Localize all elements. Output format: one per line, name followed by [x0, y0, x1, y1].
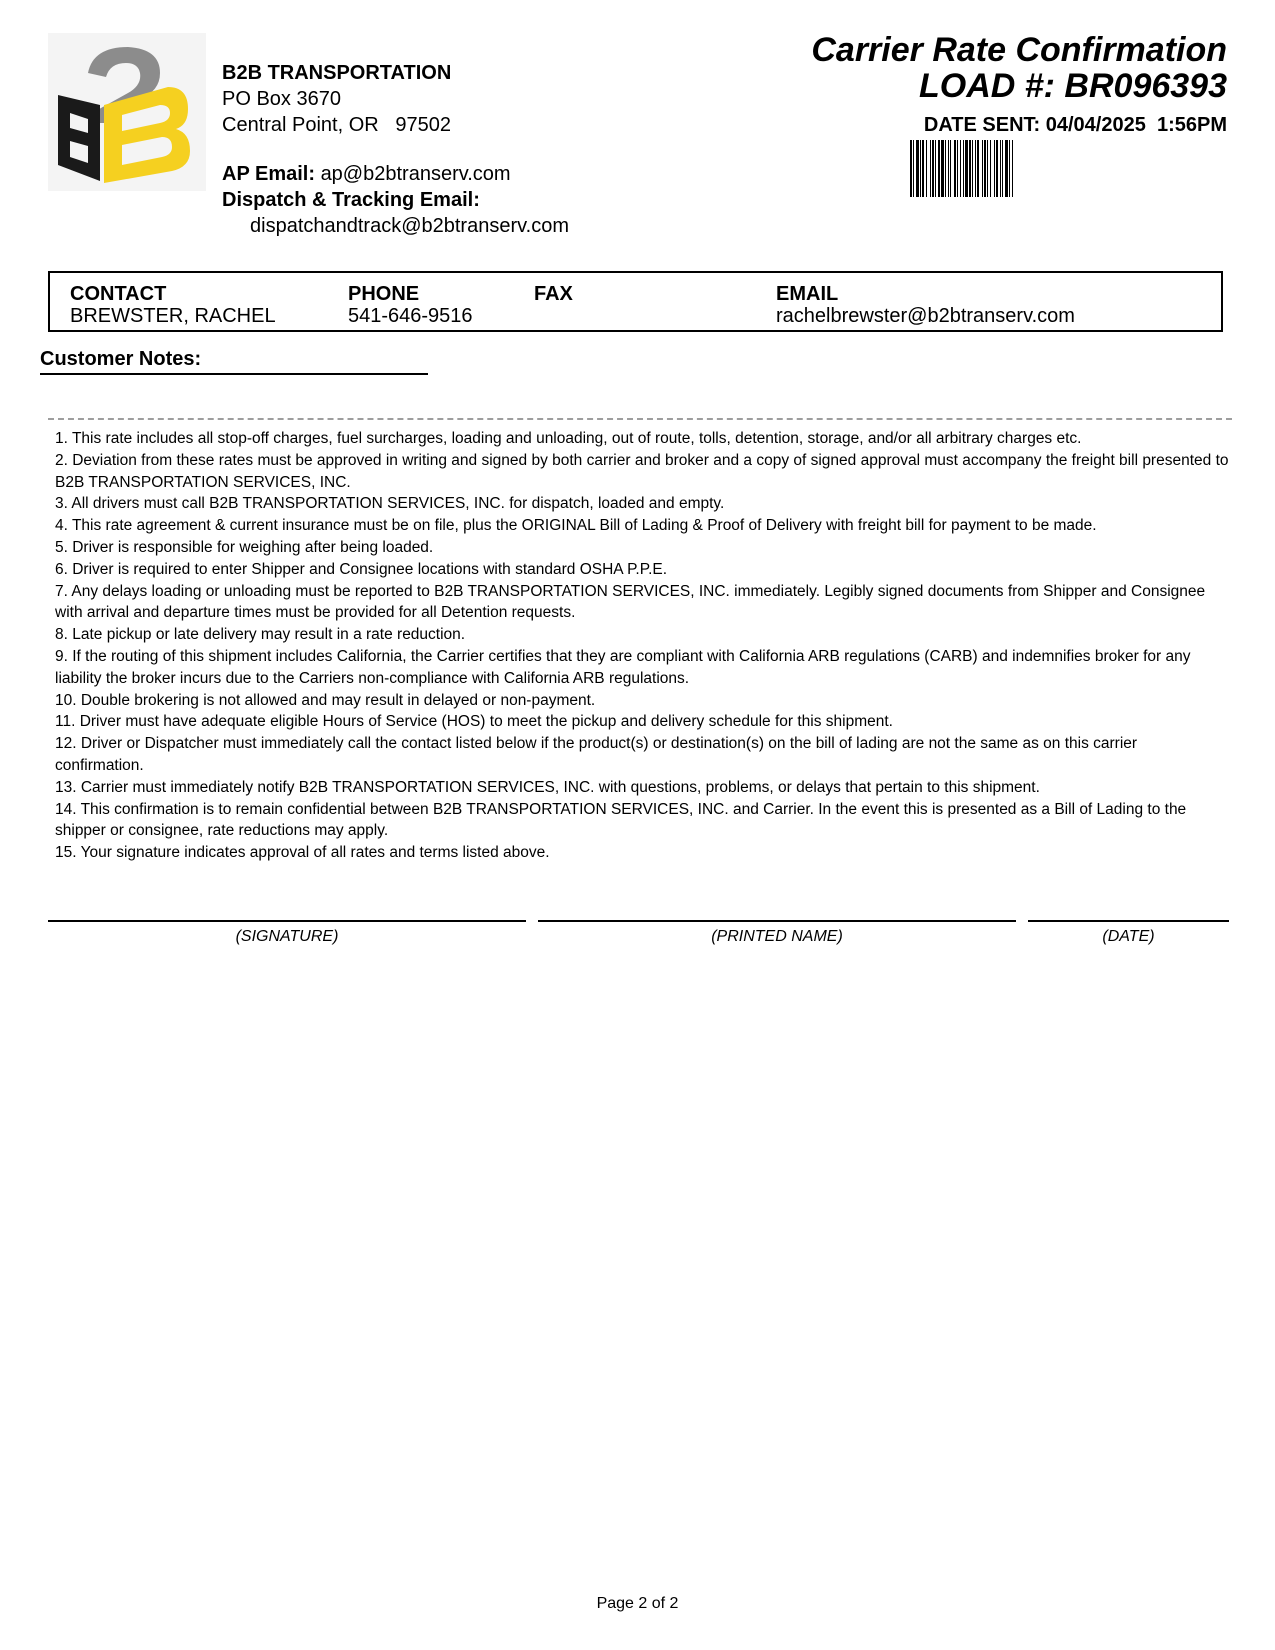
term-item: 6. Driver is required to enter Shipper and Consignee locations with standard OSHA P.P.E.: [55, 560, 668, 578]
contact-column: [70, 283, 276, 327]
dispatch-email-label: Dispatch & Tracking Email:: [222, 189, 480, 211]
contact-value: BREWSTER, RACHEL: [70, 305, 276, 327]
dashed-divider: [48, 418, 1232, 420]
term-item: 4. This rate agreement & current insurance must be on file, plus the ORIGINAL Bill of Lading & Proof of Delivery with freight bill for payment to be made.: [55, 517, 1097, 535]
customer-notes-label: Customer Notes:: [40, 348, 202, 370]
dispatch-email-value: dispatchandtrack@b2btranserv.com: [250, 215, 569, 237]
customer-notes-underline: [40, 373, 428, 375]
term-item: 10. Double brokering is not allowed and may result in delayed or non-payment.: [55, 691, 596, 709]
term-item: 8. Late pickup or late delivery may result in a rate reduction.: [55, 626, 466, 644]
title-block: [811, 32, 1227, 137]
company-logo: [48, 33, 206, 191]
signature-label: (SIGNATURE): [235, 928, 339, 945]
term-item: 7. Any delays loading or unloading must be reported to B2B TRANSPORTATION SERVICES, INC. immediately. Legibly signed documents from Shipper and Consignee with arrival and departure times must be provided for all Detention requests.: [55, 582, 1206, 622]
term-item: 14. This confirmation is to remain confidential between B2B TRANSPORTATION SERVICES, INC. and Carrier. In the event this is presented as a Bill of Lading to the shipper or consignee, rate reductions may apply.: [55, 800, 1187, 840]
term-item: 3. All drivers must call B2B TRANSPORTATION SERVICES, INC. for dispatch, loaded and empty.: [55, 495, 725, 513]
fax-header: FAX: [534, 283, 573, 305]
phone-value: 541-646-9516: [348, 305, 473, 327]
term-item: 15. Your signature indicates approval of all rates and terms listed above.: [55, 844, 550, 862]
fax-column: [534, 283, 573, 305]
term-item: 13. Carrier must immediately notify B2B TRANSPORTATION SERVICES, INC. with questions, problems, or delays that pertain to this shipment.: [55, 778, 1040, 796]
printed-name-line: [538, 920, 1016, 922]
term-item: 11. Driver must have adequate eligible Hours of Service (HOS) to meet the pickup and delivery schedule for this shipment.: [55, 713, 893, 731]
date-line: [1028, 920, 1229, 922]
email-header: EMAIL: [776, 283, 839, 305]
company-address-line1: PO Box 3670: [222, 88, 341, 110]
contact-header: CONTACT: [70, 283, 167, 305]
ap-email-label: AP Email:: [222, 163, 315, 185]
signature-line: [48, 920, 526, 922]
load-number: LOAD #: BR096393: [918, 67, 1227, 105]
phone-header: PHONE: [348, 283, 420, 305]
term-item: 9. If the routing of this shipment includes California, the Carrier certifies that they are compliant with California ARB regulations (CARB) and indemnifies broker for any liability the broker incurs due to the Carriers non-compliance with California ARB regulations.: [55, 647, 1191, 687]
email-value: rachelbrewster@b2btranserv.com: [776, 305, 1075, 327]
term-item: 2. Deviation from these rates must be approved in writing and signed by both carrier and broker and a copy of signed approval must accompany the freight bill presented to B2B TRANSPORTATION SERVICES, INC.: [55, 451, 1229, 491]
phone-column: [348, 283, 473, 327]
company-name: B2B TRANSPORTATION: [222, 62, 452, 84]
company-address-line2: Central Point, OR 97502: [222, 114, 452, 136]
company-info: [222, 60, 569, 239]
ap-email-row: [222, 161, 569, 187]
document-title: Carrier Rate Confirmation: [811, 31, 1227, 69]
ap-email-value: ap@b2btranserv.com: [320, 163, 511, 185]
terms-list: [55, 428, 1230, 864]
term-item: 5. Driver is responsible for weighing after being loaded.: [55, 538, 434, 556]
date-sent: DATE SENT: 04/04/2025 1:56PM: [923, 114, 1227, 136]
contact-box: [48, 271, 1223, 332]
printed-name-label: (PRINTED NAME): [711, 928, 843, 945]
email-column: [776, 283, 1075, 327]
term-item: 12. Driver or Dispatcher must immediately call the contact listed below if the product(s) or destination(s) on the bill of lading are not the same as on this carrier confirmation.: [55, 735, 1138, 774]
page-number: Page 2 of 2: [596, 1595, 679, 1612]
term-item: 1. This rate includes all stop-off charges, fuel surcharges, loading and unloading, out of route, tolls, detention, storage, and/or all arbitrary charges etc.: [55, 430, 1082, 447]
barcode: [910, 140, 1076, 197]
date-label: (DATE): [1102, 928, 1155, 945]
